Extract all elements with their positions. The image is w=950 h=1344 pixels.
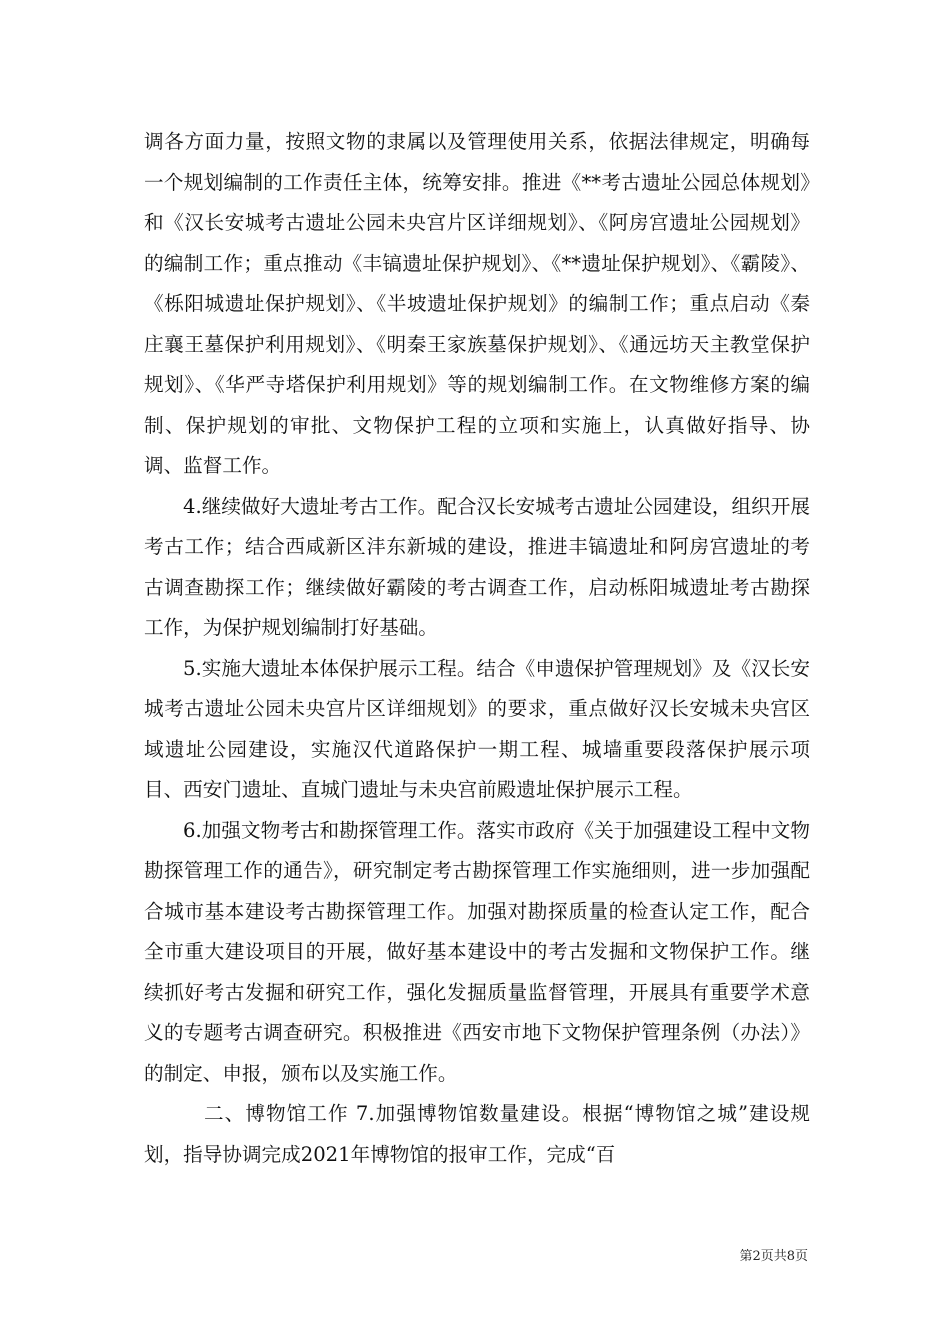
paragraph-item-6: 6.加强文物考古和勘探管理工作。落实市政府《关于加强建设工程中文物勘探管理工作的通告》，研究制定考古勘探管理工作实施细则，进一步加强配合城市基本建设考古勘探管理工作。加强对勘探质量的检查认定工作，配合全市重大建设项目的开展，做好基本建设中的考古发掘和文物保护工作。继续抓好考古发掘和研究工作，强化发掘质量监督管理，开展具有重要学术意义的专题考古调查研究。积极推进《西安市地下文物保护管理条例（办法）》的制定、申报，颁布以及实施工作。	[144, 818, 810, 1085]
paragraph-museum-section: 二、博物馆工作 7.加强博物馆数量建设。根据“博物馆之城”建设规划，指导协调完成2021年博物馆的报审工作，完成“百	[144, 1102, 810, 1166]
paragraph-item-5: 5.实施大遗址本体保护展示工程。结合《申遗保护管理规划》及《汉长安城考古遗址公园未央宫片区详细规划》的要求，重点做好汉长安城未央宫区域遗址公园建设，实施汉代道路保护一期工程、城墙重要段落保护展示项目、西安门遗址、直城门遗址与未央宫前殿遗址保护展示工程。	[144, 656, 810, 801]
document-body	[144, 122, 810, 1175]
page-number-footer: 第2页共8页	[739, 1249, 808, 1264]
paragraph-continued: 调各方面力量，按照文物的隶属以及管理使用关系，依据法律规定，明确每一个规划编制的工作责任主体，统筹安排。推进《**考古遗址公园总体规划》和《汉长安城考古遗址公园未央宫片区详细规划》、《阿房宫遗址公园规划》的编制工作；重点推动《丰镐遗址保护规划》、《**遗址保护规划》、《霸陵》、《栎阳城遗址保护规划》、《半坡遗址保护规划》的编制工作；重点启动《秦庄襄王墓保护利用规划》、《明秦王家族墓保护规划》、《通远坊天主教堂保护规划》、《华严寺塔保护利用规划》等的规划编制工作。在文物维修方案的编制、保护规划的审批、文物保护工程的立项和实施上，认真做好指导、协调、监督工作。	[144, 130, 810, 477]
paragraph-item-4: 4.继续做好大遗址考古工作。配合汉长安城考古遗址公园建设，组织开展考古工作；结合西咸新区沣东新城的建设，推进丰镐遗址和阿房宫遗址的考古调查勘探工作；继续做好霸陵的考古调查工作，启动栎阳城遗址考古勘探工作，为保护规划编制打好基础。	[144, 494, 810, 639]
